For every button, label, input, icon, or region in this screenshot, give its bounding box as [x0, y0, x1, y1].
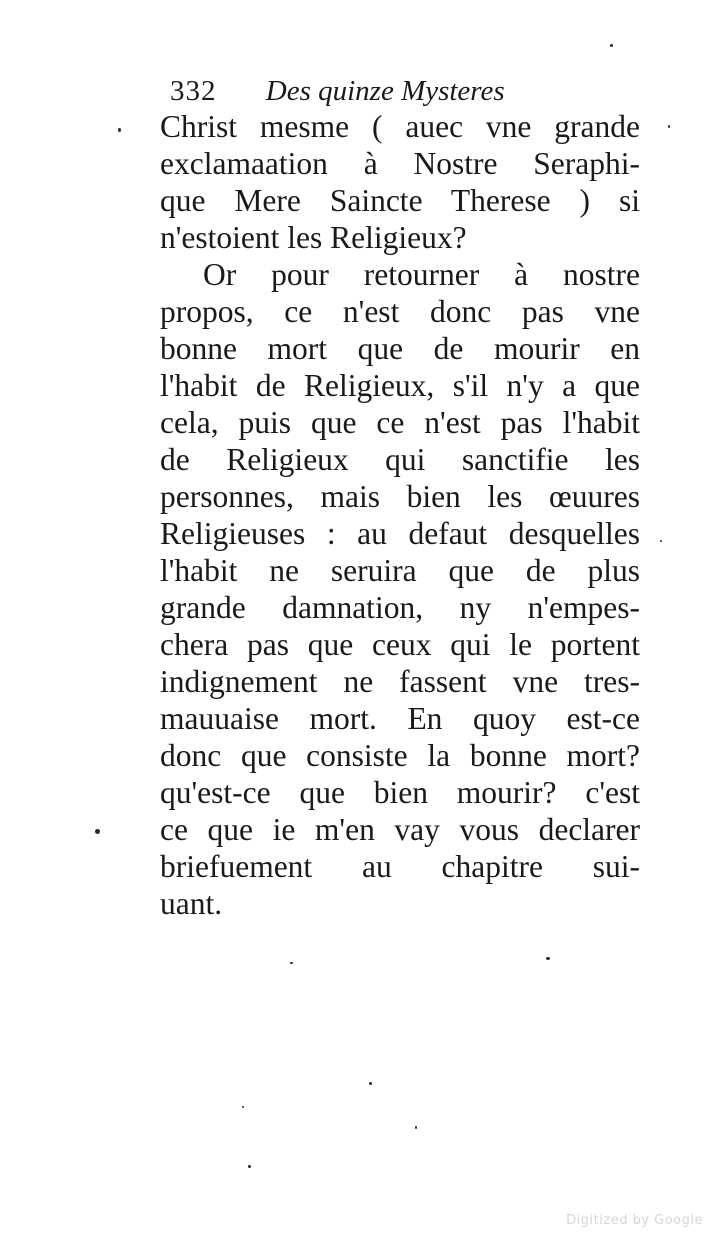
text-line: Christ mesme ( auec vne grande: [160, 109, 640, 144]
text-line: propos, ce n'est donc pas vne: [160, 294, 640, 329]
scan-speck: [248, 1165, 251, 1168]
scan-speck: [290, 962, 293, 964]
text-line: qu'est-ce que bien mourir? c'est: [160, 775, 640, 810]
text-line: personnes, mais bien les œuures: [160, 479, 640, 514]
text-line: chera pas que ceux qui le portent: [160, 627, 640, 662]
scan-speck: [95, 829, 100, 834]
text-line: ce que ie m'en vay vous declarer: [160, 812, 640, 847]
text-line: briefuement au chapitre sui-: [160, 849, 640, 884]
text-line: Or pour retourner à nostre: [203, 257, 640, 292]
running-title: Des quinze Mysteres: [265, 75, 505, 107]
text-line: de Religieux qui sanctifie les: [160, 442, 640, 477]
scan-speck: [668, 125, 670, 128]
text-line: donc que consiste la bonne mort?: [160, 738, 640, 773]
text-line: Religieuses : au defaut desquelles: [160, 516, 640, 551]
page-number: 332: [170, 75, 217, 107]
text-line: l'habit de Religieux, s'il n'y a que: [160, 368, 640, 403]
text-line: cela, puis que ce n'est pas l'habit: [160, 405, 640, 440]
text-line: exclamaation à Nostre Seraphi-: [160, 146, 640, 181]
scan-speck: [546, 957, 550, 960]
scan-speck: [660, 540, 662, 542]
scan-speck: [610, 44, 613, 47]
scan-speck: [242, 1106, 244, 1108]
text-line: uant.: [160, 886, 223, 921]
scan-speck: [369, 1082, 372, 1085]
text-line: que Mere Saincte Therese ) si: [160, 183, 640, 218]
text-line: bonne mort que de mourir en: [160, 331, 640, 366]
text-line: n'estoient les Religieux?: [160, 220, 467, 255]
digitization-watermark: Digitized by Google: [566, 1213, 703, 1228]
text-line: grande damnation, ny n'empes-: [160, 590, 640, 625]
text-line: l'habit ne seruira que de plus: [160, 553, 640, 588]
scan-speck: [118, 128, 121, 132]
text-line: indignement ne fassent vne tres-: [160, 664, 640, 699]
scan-speck: [415, 1126, 417, 1129]
text-line: mauuaise mort. En quoy est-ce: [160, 701, 640, 736]
